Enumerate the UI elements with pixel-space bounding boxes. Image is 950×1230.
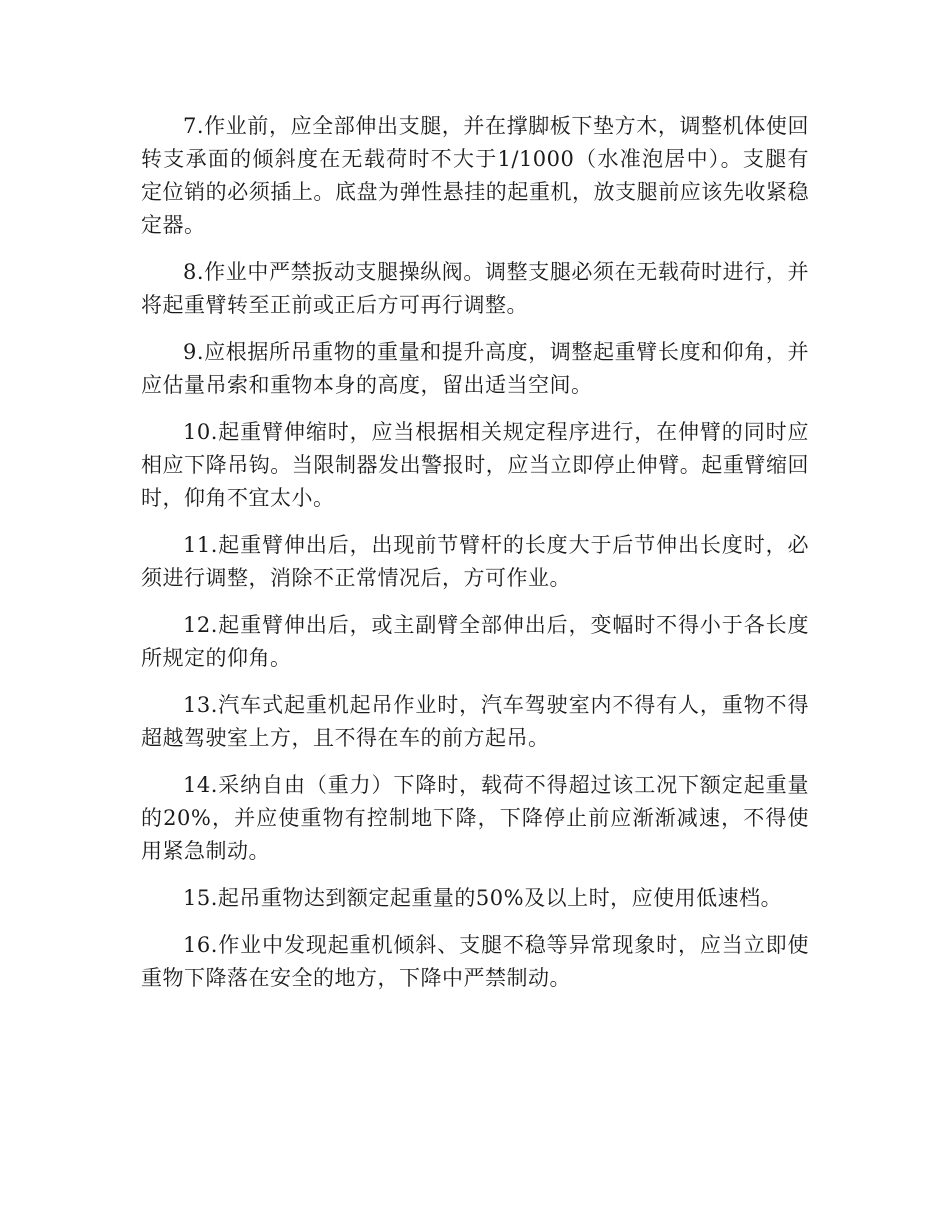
paragraph-10: 10.起重臂伸缩时，应当根据相关规定程序进行，在伸臂的同时应相应下降吊钩。当限制器发出警报时，应当立即停止伸臂。起重臂缩回时，仰角不宜太小。 (141, 420, 809, 510)
paragraph-8: 8.作业中严禁扳动支腿操纵阀。调整支腿必须在无载荷时进行，并将起重臂转至正前或正后方可再行调整。 (141, 260, 809, 317)
paragraph-15: 15.起吊重物达到额定起重量的50%及以上时，应使用低速档。 (183, 886, 783, 910)
paragraph-14: 14.采纳自由（重力）下降时，载荷不得超过该工况下额定起重量的20%，并应使重物有控制地下降，下降停止前应渐渐减速，不得使用紧急制动。 (141, 773, 809, 863)
paragraph-9: 9.应根据所吊重物的重量和提升高度，调整起重臂长度和仰角，并应估量吊索和重物本身的高度，留出适当空间。 (141, 340, 809, 397)
document-body (141, 110, 809, 1009)
paragraph-16: 16.作业中发现起重机倾斜、支腿不稳等异常现象时，应当立即使重物下降落在安全的地方，下降中严禁制动。 (141, 933, 809, 990)
paragraph-13: 13.汽车式起重机起吊作业时，汽车驾驶室内不得有人，重物不得超越驾驶室上方，且不得在车的前方起吊。 (141, 693, 809, 750)
paragraph-7: 7.作业前，应全部伸出支腿，并在撑脚板下垫方木，调整机体使回转支承面的倾斜度在无载荷时不大于1/1000（水准泡居中）。支腿有定位销的必须插上。底盘为弹性悬挂的起重机，放支腿前应该先收紧稳定器。 (141, 114, 809, 237)
paragraph-12: 12.起重臂伸出后，或主副臂全部伸出后，变幅时不得小于各长度所规定的仰角。 (141, 613, 809, 670)
paragraph-11: 11.起重臂伸出后，出现前节臂杆的长度大于后节伸出长度时，必须进行调整，消除不正常情况后，方可作业。 (141, 533, 809, 590)
